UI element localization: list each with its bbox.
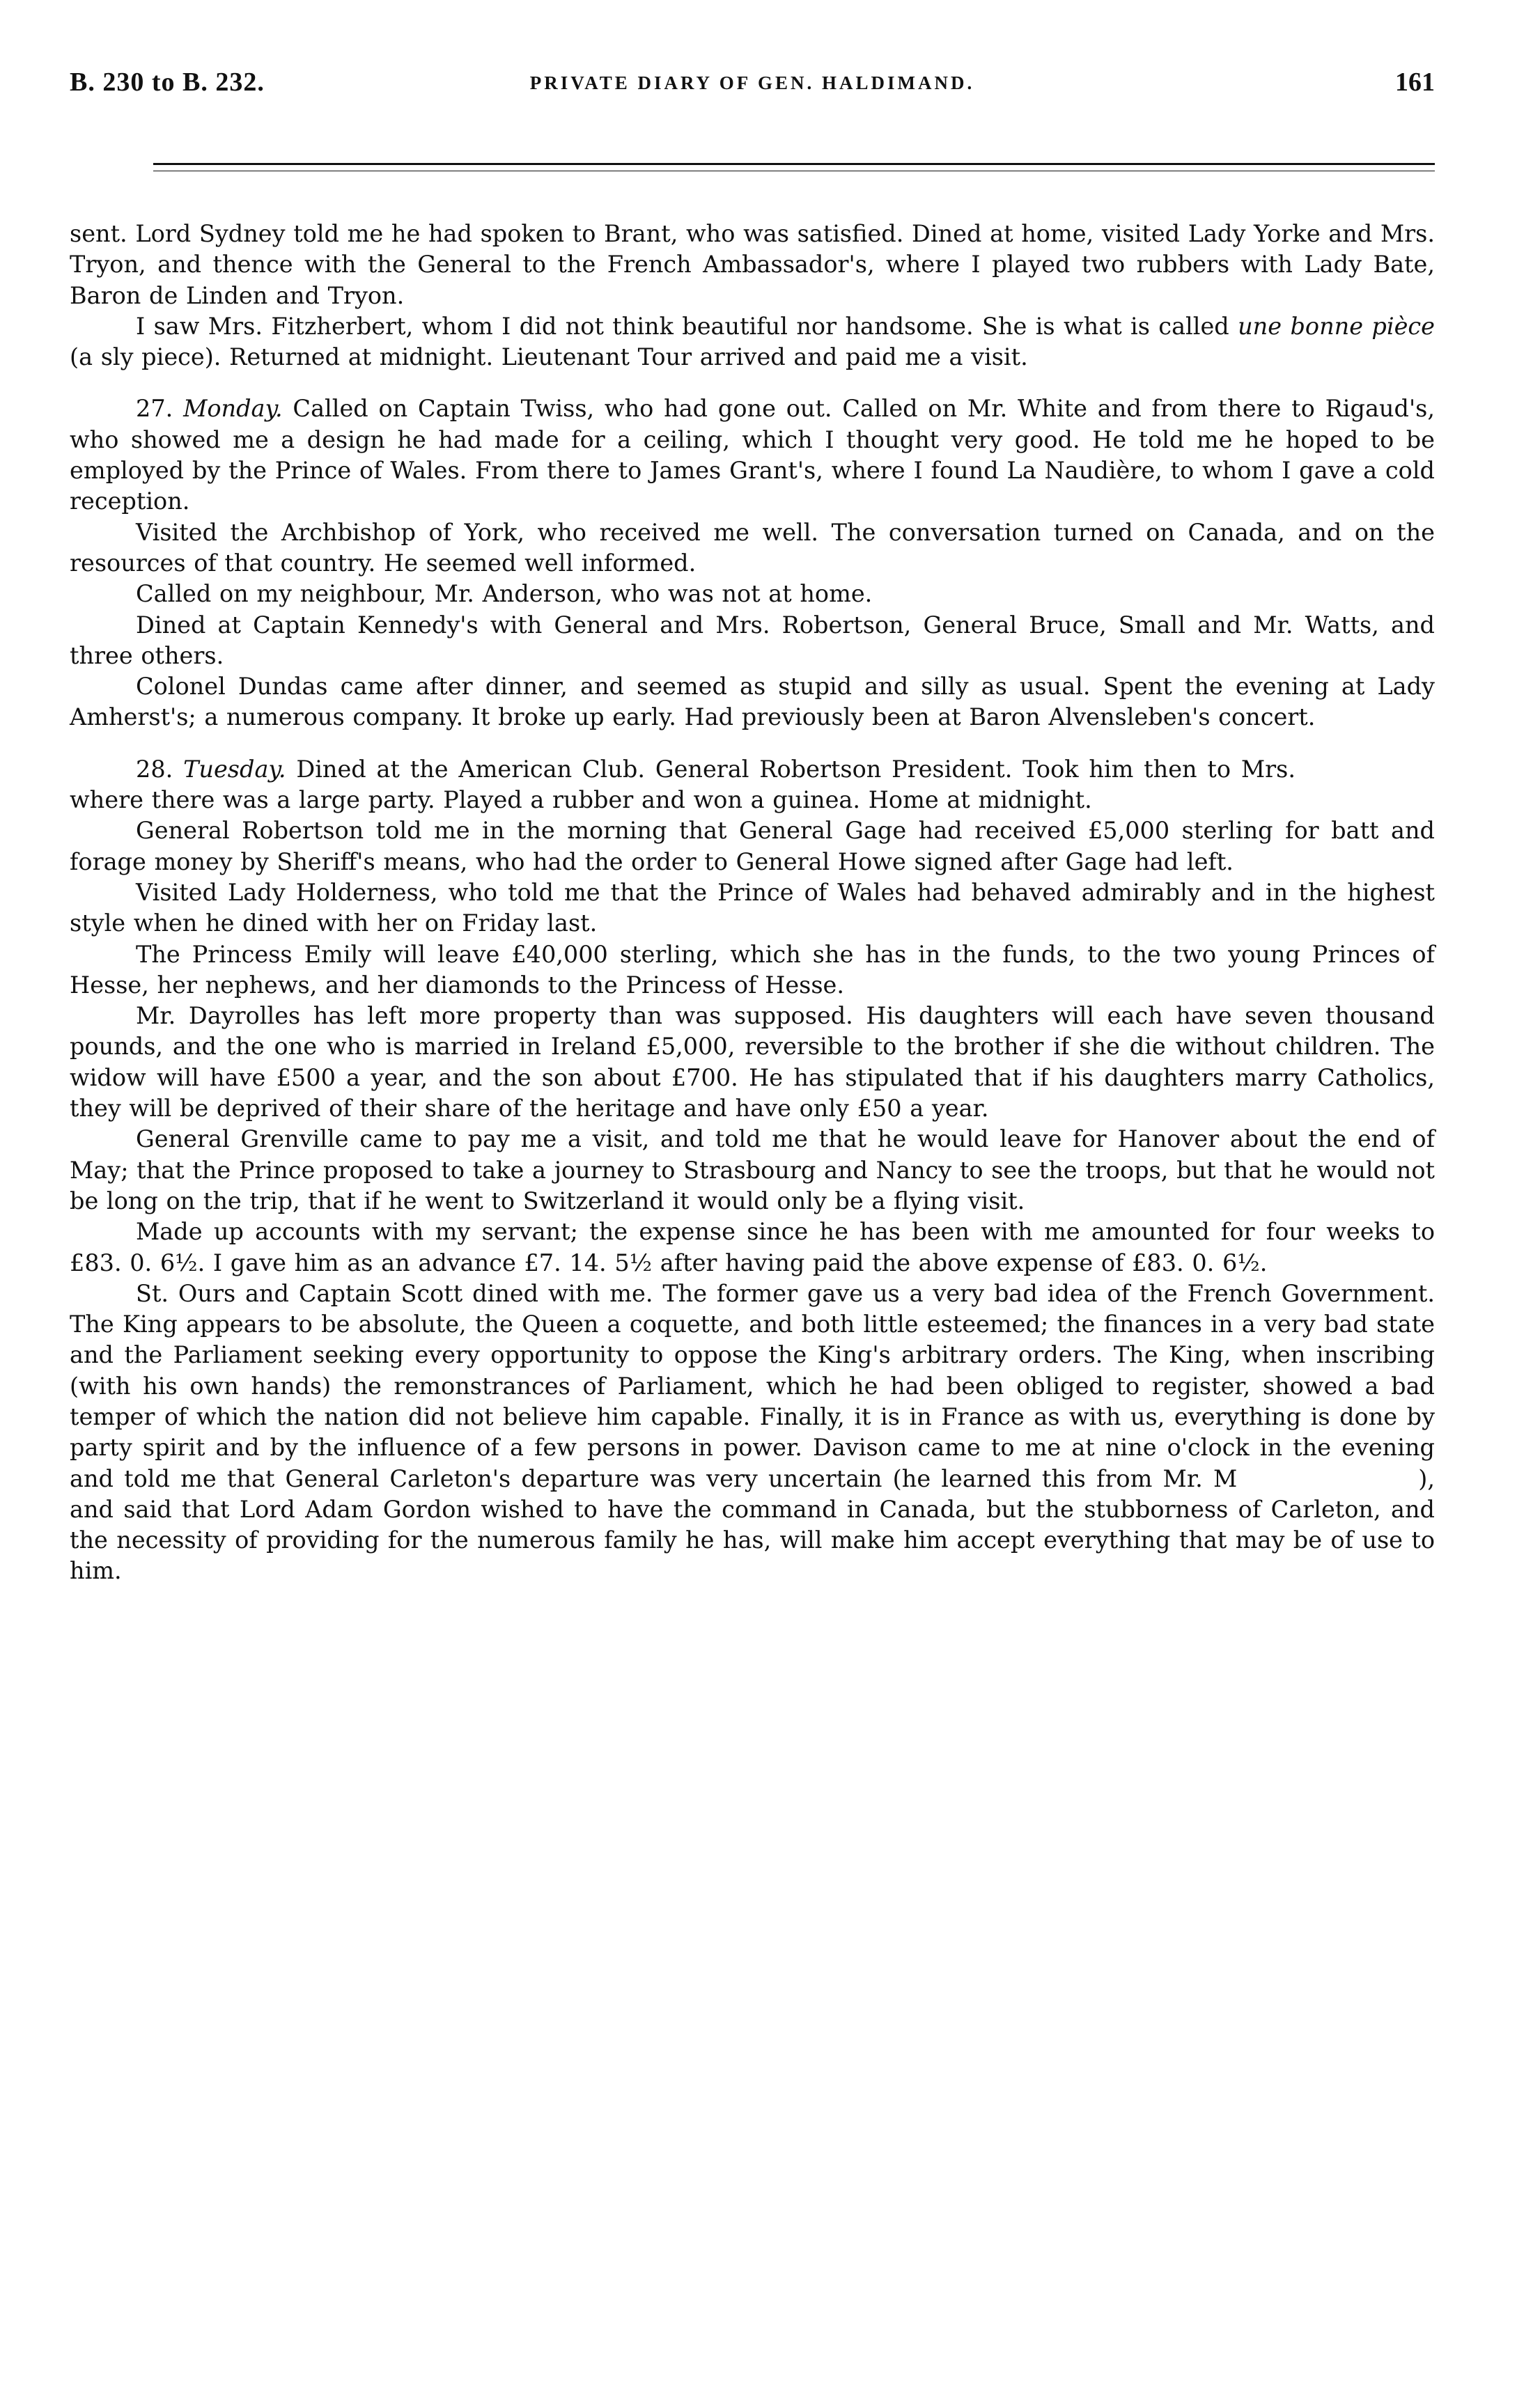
diary-entry: 27. Monday. Called on Captain Twiss, who had gone out. Called on Mr. White and from there to Rigaud's, who showed me a design he had made for a ceiling, which I thought very good. He told me he hoped to be employed by the Prince of Wales. From there to James Grant's, where I found La Naudière, to whom I gave a cold reception.: [70, 395, 1435, 515]
diary-entry: 28. Tuesday. Dined at the American Club. General Robertson President. Took him then to Mrs. where there was a large party. Played a rubber and won a guinea. Home at midnight.: [70, 755, 1296, 814]
body-text: [70, 219, 1435, 1587]
page-number: 161: [1395, 68, 1435, 97]
paragraph: I saw Mrs. Fitzherbert, whom I did not think beautiful nor handsome. She is what is called une bonne pièce (a sly piece). Returned at midnight. Lieutenant Tour arrived and paid me a visit.: [70, 312, 1435, 371]
header-title: PRIVATE DIARY OF GEN. HALDIMAND.: [529, 72, 975, 93]
paragraph: Made up accounts with my servant; the expense since he has been with me amounted for four weeks to £83. 0. 6½. I gave him as an advance £7. 14. 5½ after having paid the above expense of £83. 0. 6½.: [70, 1218, 1435, 1276]
paragraph: Called on my neighbour, Mr. Anderson, who was not at home.: [136, 580, 873, 608]
paragraph: Visited the Archbishop of York, who received me well. The conversation turned on Canada, and on the resources of that country. He seemed well informed.: [70, 518, 1435, 577]
paragraph: Dined at Captain Kennedy's with General and Mrs. Robertson, General Bruce, Small and Mr. Watts, and three others.: [70, 611, 1435, 669]
page: [70, 63, 1435, 1587]
paragraph: The Princess Emily will leave £40,000 sterling, which she has in the funds, to the two young Princes of Hesse, her nephews, and her diamonds to the Princess of Hesse.: [70, 940, 1435, 999]
paragraph: General Grenville came to pay me a visit, and told me that he would leave for Hanover about the end of May; that the Prince proposed to take a journey to Strasbourg and Nancy to see the troops, but that he would not be long on the trip, that if he went to Switzerland it would only be a flying visit.: [70, 1125, 1435, 1214]
header-rule: [153, 163, 1435, 171]
running-header: [70, 63, 1435, 111]
paragraph: General Robertson told me in the morning that General Gage had received £5,000 sterling for batt and forage money by Sheriff's means, who had the order to General Howe signed after Gage had left.: [70, 817, 1435, 875]
paragraph: Colonel Dundas came after dinner, and seemed as stupid and silly as usual. Spent the evening at Lady Amherst's; a numerous company. It broke up early. Had previously been at Baron Alvensleben's concert.: [70, 673, 1435, 731]
header-reference: B. 230 to B. 232.: [70, 68, 265, 97]
paragraph: Visited Lady Holderness, who told me that the Prince of Wales had behaved admirably and in the highest style when he dined with her on Friday last.: [70, 878, 1435, 937]
paragraph: Mr. Dayrolles has left more property than was supposed. His daughters will each have seven thousand pounds, and the one who is married in Ireland £5,000, reversible to the brother if she die without children. The widow will have £500 a year, and the son about £700. He has stipulated that if his daughters marry Catholics, they will be deprived of their share of the heritage and have only £50 a year.: [70, 1002, 1435, 1123]
paragraph: St. Ours and Captain Scott dined with me. The former gave us a very bad idea of the French Government. The King appears to be absolute, the Queen a coquette, and both little esteemed; the finances in a very bad state and the Parliament seeking every opportunity to oppose the King's arbitrary orders. The King, when inscribing (with his own hands) the remonstrances of Parliament, which he had been obliged to register, showed a bad temper of which the nation did not believe him capable. Finally, it is in France as with us, everything is done by party spirit and by the influence of a few persons in power. Davison came to me at nine o'clock in the evening and told me that General Carleton's departure was very uncertain (he learned this from Mr. M ), and said that Lord Adam Gordon wished to have the command in Canada, but the stubborness of Carleton, and the necessity of providing for the numerous family he has, will make him accept everything that may be of use to him.: [70, 1279, 1435, 1585]
paragraph: sent. Lord Sydney told me he had spoken to Brant, who was satisfied. Dined at home, visited Lady Yorke and Mrs. Tryon, and thence with the General to the French Ambassador's, where I played two rubbers with Lady Bate, Baron de Linden and Tryon.: [70, 220, 1435, 309]
